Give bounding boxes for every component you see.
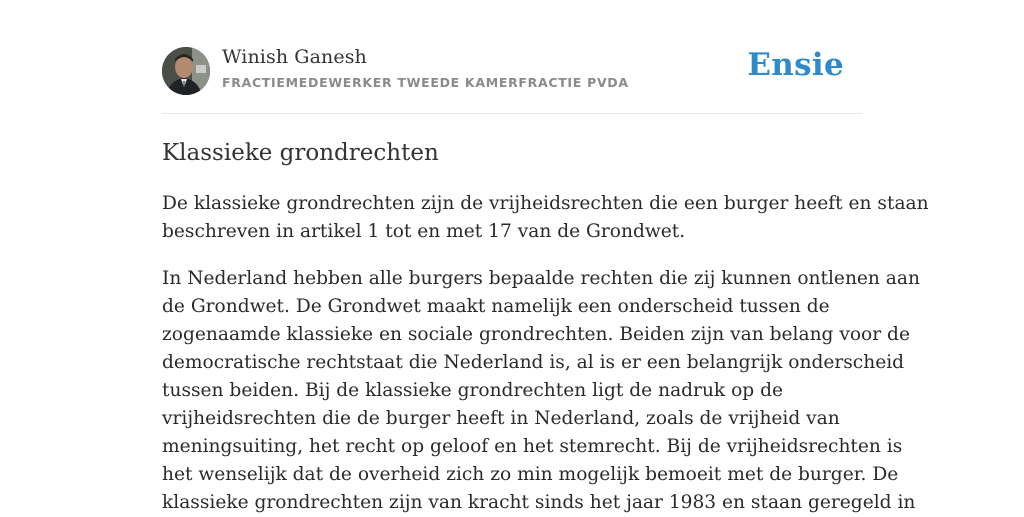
ensie-logo[interactable]: Ensie xyxy=(747,47,844,83)
paragraph-line: beschreven in artikel 1 tot en met 17 van de Grondwet. xyxy=(162,221,686,242)
paragraph-line: zogenaamde klassieke en sociale grondrechten. Beiden zijn van belang voor de xyxy=(162,324,910,345)
paragraph-line: vrijheidsrechten die de burger heeft in Nederland, zoals de vrijheid van xyxy=(162,408,840,429)
article-paragraph-2 xyxy=(162,265,920,517)
article-paragraph-1 xyxy=(162,190,929,246)
paragraph-line: democratische rechtstaat die Nederland is, al is er een belangrijk onderscheid xyxy=(162,352,905,373)
paragraph-line: De klassieke grondrechten zijn de vrijheidsrechten die een burger heeft en staan xyxy=(162,193,929,214)
avatar[interactable] xyxy=(162,47,210,95)
article-title: Klassieke grondrechten xyxy=(162,140,439,166)
paragraph-line: In Nederland hebben alle burgers bepaalde rechten die zij kunnen ontlenen aan xyxy=(162,268,920,289)
paragraph-line: meningsuiting, het recht op geloof en het stemrecht. Bij de vrijheidsrechten is xyxy=(162,436,903,457)
avatar-photo xyxy=(162,47,210,95)
author-role: FRACTIEMEDEWERKER TWEEDE KAMERFRACTIE PVDA xyxy=(222,75,629,90)
author-header xyxy=(162,0,862,114)
paragraph-line: tussen beiden. Bij de klassieke grondrechten ligt de nadruk op de xyxy=(162,380,784,401)
paragraph-line: de Grondwet. De Grondwet maakt namelijk een onderscheid tussen de xyxy=(162,296,830,317)
paragraph-line: klassieke grondrechten zijn van kracht sinds het jaar 1983 en staan geregeld in xyxy=(162,492,916,513)
author-name[interactable]: Winish Ganesh xyxy=(222,46,367,68)
paragraph-line: het wenselijk dat de overheid zich zo min mogelijk bemoeit met de burger. De xyxy=(162,464,899,485)
article-card xyxy=(162,0,929,513)
